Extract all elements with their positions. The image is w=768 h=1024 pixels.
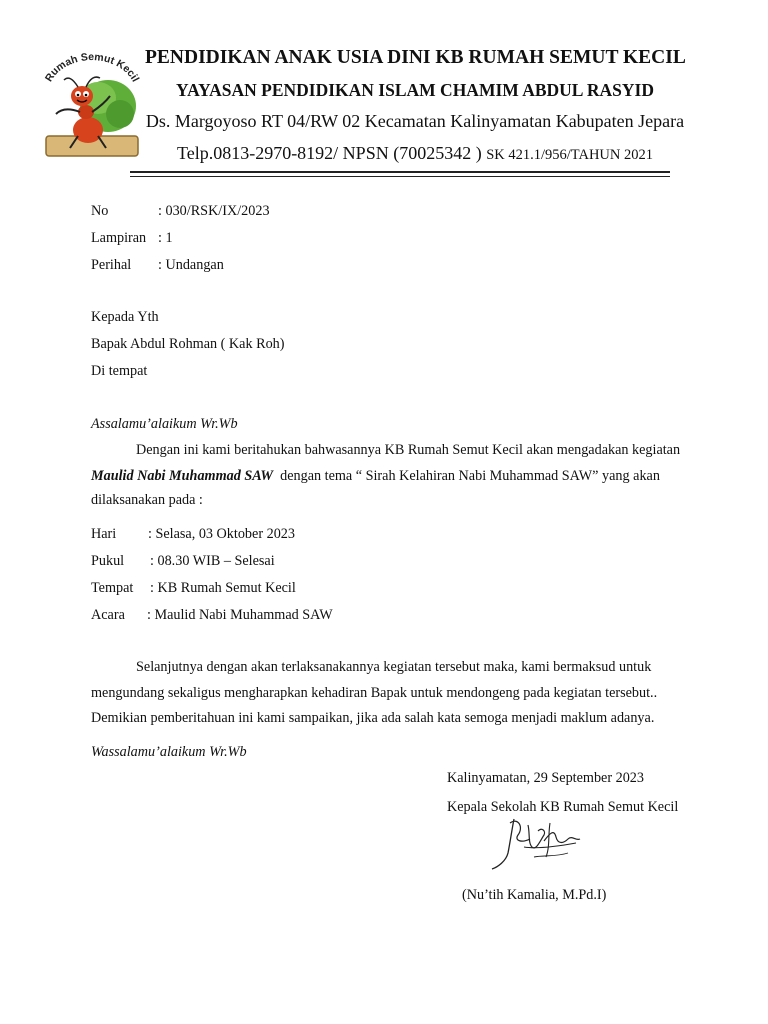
no-label: No xyxy=(91,203,109,219)
acara-value: : Maulid Nabi Muhammad SAW xyxy=(147,607,333,623)
letterhead-sk: SK 421.1/956/TAHUN 2021 xyxy=(486,147,654,163)
tempat-value: : KB Rumah Semut Kecil xyxy=(150,580,296,596)
letterhead-phone-npsn: Telp.0813-2970-8192/ NPSN (70025342 ) xyxy=(176,143,487,163)
letterhead-divider-thin xyxy=(130,176,670,177)
signature-position: Kepala Sekolah KB Rumah Semut Kecil xyxy=(447,799,679,815)
hari-value: : Selasa, 03 Oktober 2023 xyxy=(148,526,295,542)
farewell: Wassalamu’alaikum Wr.Wb xyxy=(91,744,247,760)
pukul-label: Pukul xyxy=(91,553,125,569)
school-logo xyxy=(42,44,142,162)
lampiran-label: Lampiran xyxy=(91,230,147,246)
pukul-value: : 08.30 WIB – Selesai xyxy=(150,553,275,569)
recipient-name: Bapak Abdul Rohman ( Kak Roh) xyxy=(91,336,285,352)
signatory-name: (Nu’tih Kamalia, M.Pd.I) xyxy=(462,887,607,903)
letterhead-foundation: YAYASAN PENDIDIKAN ISLAM CHAMIM ABDUL RASYID xyxy=(176,80,654,100)
tempat-label: Tempat xyxy=(91,580,134,596)
event-name: Maulid Nabi Muhammad SAW xyxy=(91,468,274,484)
signature-place-date: Kalinyamatan, 29 September 2023 xyxy=(447,770,644,786)
intro-line-2 xyxy=(91,467,660,485)
lampiran-value: : 1 xyxy=(158,230,173,246)
closing-line-3: Demikian pemberitahuan ini kami sampaikan, jika ada salah kata semoga menjadi maklum adanya. xyxy=(91,710,655,726)
acara-label: Acara xyxy=(91,607,125,623)
recipient-location: Di tempat xyxy=(91,363,148,379)
recipient-salutation: Kepada Yth xyxy=(91,309,159,325)
no-value: : 030/RSK/IX/2023 xyxy=(158,203,270,219)
letterhead-divider-thick xyxy=(130,171,670,173)
perihal-label: Perihal xyxy=(91,257,132,273)
intro-line-3: dilaksanakan pada : xyxy=(91,492,203,508)
letterhead-address: Ds. Margoyoso RT 04/RW 02 Kecamatan Kalinyamatan Kabupaten Jepara xyxy=(145,111,685,131)
greeting: Assalamu’alaikum Wr.Wb xyxy=(91,416,238,432)
handwritten-signature xyxy=(484,813,594,877)
letterhead-contact xyxy=(145,143,685,164)
logo-arc-text: Rumah Semut Kecil xyxy=(42,51,142,85)
intro-line-1: Dengan ini kami beritahukan bahwasannya KB Rumah Semut Kecil akan mengadakan kegiatan xyxy=(136,442,681,458)
closing-line-1: Selanjutnya dengan akan terlaksanakannya kegiatan tersebut maka, kami bermaksud untuk xyxy=(136,659,652,675)
hari-label: Hari xyxy=(91,526,117,542)
perihal-value: : Undangan xyxy=(158,257,224,273)
closing-line-2: mengundang sekaligus mengharapkan kehadiran Bapak untuk mendongeng pada kegiatan tersebut.. xyxy=(91,685,658,701)
letterhead-institution: PENDIDIKAN ANAK USIA DINI KB RUMAH SEMUT KECIL xyxy=(145,47,686,68)
intro-line-2-rest: dengan tema “ Sirah Kelahiran Nabi Muhammad SAW” yang akan xyxy=(280,468,660,484)
